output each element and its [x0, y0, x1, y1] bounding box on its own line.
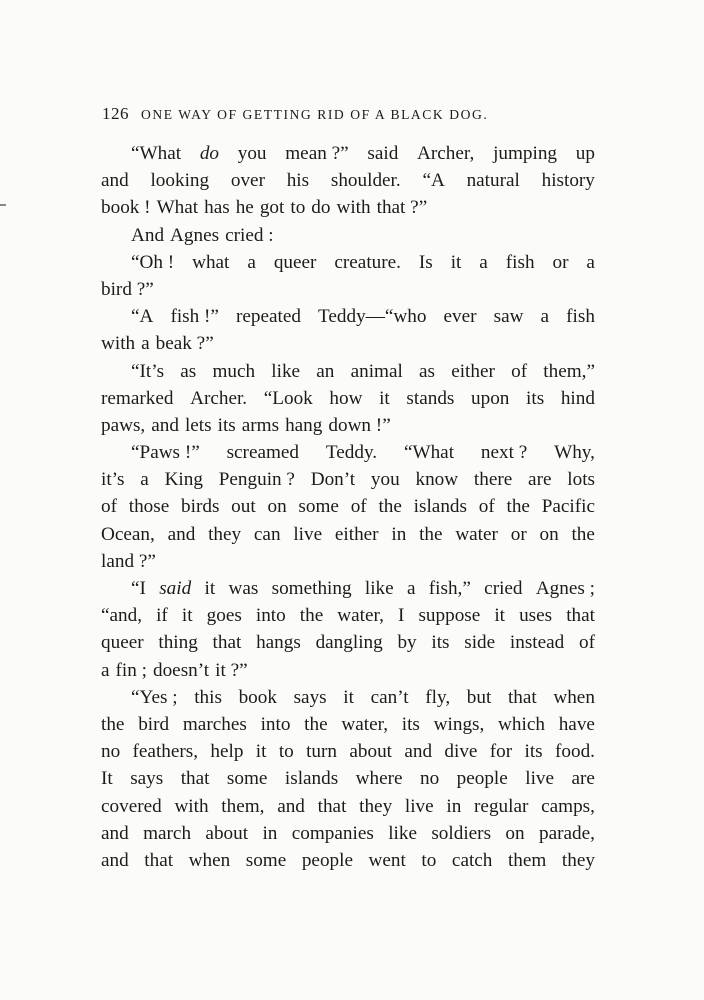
word: that [507, 686, 537, 708]
word: its [217, 414, 236, 436]
word: covered [101, 795, 162, 817]
word: up [575, 143, 595, 164]
word: feathers, [132, 741, 199, 763]
word: over [230, 170, 265, 192]
word: a [406, 578, 416, 599]
word: the [304, 713, 328, 735]
word: remarked [101, 387, 174, 409]
word: when [553, 686, 595, 708]
word: like [271, 360, 301, 382]
word: do [199, 143, 219, 164]
word: water, [341, 713, 389, 735]
word: the [101, 713, 125, 735]
word: parade, [538, 822, 595, 844]
word: “Paws !” [131, 442, 200, 464]
word: “and, [101, 605, 143, 627]
word: regular [474, 795, 529, 817]
word: they [208, 523, 242, 545]
word: there [473, 469, 513, 491]
word: when [188, 849, 231, 871]
text-line [101, 521, 595, 548]
word: saw [493, 306, 524, 328]
word: side [464, 632, 496, 654]
word: with [174, 795, 209, 817]
word: camps, [541, 795, 595, 817]
word: Teddy. [325, 442, 378, 464]
text-line [101, 303, 595, 330]
word: of [478, 496, 495, 518]
word: have [558, 713, 595, 735]
text-line [101, 493, 595, 520]
word: thing [158, 632, 198, 654]
word: food. [555, 741, 595, 763]
word: an [316, 360, 335, 382]
word: if [156, 605, 168, 627]
word: it [181, 605, 193, 627]
word: it [204, 578, 216, 599]
body-text [101, 140, 595, 874]
word: King [164, 469, 203, 491]
word: water, [337, 605, 384, 627]
word: What [156, 197, 199, 219]
text-line [101, 466, 595, 493]
word: creature. [334, 251, 401, 273]
word: that [317, 795, 347, 817]
text-line [101, 820, 595, 847]
word: no [419, 768, 440, 790]
word: goes [206, 605, 242, 627]
word: something [271, 578, 352, 599]
word: and [101, 849, 129, 871]
word: that [212, 632, 242, 654]
text-line [101, 738, 595, 765]
word: screamed [226, 442, 300, 464]
word: on [505, 822, 525, 844]
word: into [255, 605, 286, 627]
text-line [101, 412, 595, 439]
word: a [101, 659, 110, 681]
word: queer [273, 251, 317, 273]
text-line [101, 439, 595, 466]
word: some [226, 768, 268, 790]
word: Agnes [170, 224, 220, 246]
word: book ! [101, 197, 151, 219]
word: the [506, 496, 530, 518]
word: no [101, 741, 121, 763]
word: you [370, 469, 400, 491]
word: in [262, 822, 278, 844]
word: next ? [480, 442, 528, 464]
word: the [419, 523, 443, 545]
word: them, [221, 795, 265, 817]
word: with [101, 333, 136, 355]
word: animal [350, 360, 403, 382]
word: says [293, 686, 327, 708]
word: to [421, 849, 437, 871]
text-line [101, 575, 595, 602]
word: where [355, 768, 403, 790]
word: this [194, 686, 222, 708]
word: cried : [225, 224, 274, 246]
word: and [101, 170, 129, 192]
word: lets [184, 414, 212, 436]
word: Don’t [310, 469, 356, 491]
word: out [231, 496, 256, 518]
word: they [359, 795, 393, 817]
word: in [391, 523, 407, 545]
word: down !” [328, 414, 391, 436]
word: has [204, 197, 230, 219]
word: “It’s [131, 360, 165, 382]
word: was [228, 578, 259, 599]
word: catch [451, 849, 493, 871]
word: soldiers [431, 822, 492, 844]
text-line [101, 684, 595, 711]
text-line [101, 140, 595, 167]
word: says [130, 768, 164, 790]
word: turn [306, 741, 338, 763]
word: can [253, 523, 281, 545]
word: that [180, 768, 210, 790]
word: went [368, 849, 406, 871]
word: but [466, 686, 492, 708]
word: bird ?” [101, 278, 154, 300]
word: live [525, 768, 555, 790]
word: it [255, 741, 267, 763]
word: birds [181, 496, 220, 518]
text-line [101, 793, 595, 820]
word: as [180, 360, 197, 382]
word: queer [101, 632, 144, 654]
word: do [311, 197, 331, 219]
word: the [299, 605, 324, 627]
word: they [561, 849, 595, 871]
word: dangling [315, 632, 383, 654]
word: it [450, 251, 462, 273]
word: live [404, 795, 434, 817]
word: of [511, 360, 528, 382]
word: mean ?” [285, 143, 349, 164]
word: are [528, 469, 552, 491]
word: “Look [263, 387, 313, 409]
word: live [293, 523, 323, 545]
word: Pacific [541, 496, 595, 518]
word: paws, [101, 414, 146, 436]
word: its [524, 741, 543, 763]
word: into [260, 713, 291, 735]
text-line [101, 847, 595, 874]
word: in [446, 795, 462, 817]
word: doesn’t [152, 659, 210, 681]
word: hind [560, 387, 595, 409]
word: uses [519, 605, 553, 627]
word: lots [567, 469, 595, 491]
word: fin ; [115, 659, 147, 681]
word: some [245, 849, 287, 871]
word: that [144, 849, 174, 871]
word: got [259, 197, 285, 219]
text-line [101, 711, 595, 738]
word: which [498, 713, 545, 735]
word: that [566, 605, 595, 627]
word: land ?” [101, 550, 156, 572]
word: hang [285, 414, 323, 436]
text-line [101, 358, 595, 385]
word: either [451, 360, 495, 382]
word: Archer. [190, 387, 248, 409]
word: those [128, 496, 170, 518]
word: a [140, 469, 149, 491]
word: repeated [235, 306, 301, 328]
word: jumping [493, 143, 558, 164]
word: of [579, 632, 595, 654]
word: “What [131, 143, 182, 164]
word: shoulder. [330, 170, 401, 192]
word: for [489, 741, 513, 763]
word: Teddy—“who [318, 306, 427, 328]
word: its [526, 387, 545, 409]
word: know [415, 469, 459, 491]
word: like [388, 822, 417, 844]
word: of [350, 496, 367, 518]
word: or [510, 523, 527, 545]
word: ever [443, 306, 477, 328]
running-head: ONE WAY OF GETTING RID OF A BLACK DOG. [141, 107, 489, 122]
word: fish [566, 306, 595, 328]
text-line [101, 194, 595, 221]
word: Penguin ? [218, 469, 295, 491]
word: the [571, 523, 595, 545]
word: what [192, 251, 230, 273]
word: arms [241, 414, 280, 436]
word: upon [471, 387, 510, 409]
word: of [101, 496, 117, 518]
word: he [235, 197, 254, 219]
word: its [431, 632, 450, 654]
word: hangs [256, 632, 301, 654]
word: people [301, 849, 353, 871]
word: fish,” [428, 578, 471, 599]
page-number: 126 [102, 104, 129, 123]
word: Archer, [417, 143, 475, 164]
word: And [131, 224, 165, 246]
word: a [540, 306, 550, 328]
text-line [101, 548, 595, 575]
word: it [343, 686, 354, 708]
word: history [541, 170, 595, 192]
word: about [205, 822, 249, 844]
text-line [101, 330, 595, 357]
word: you [237, 143, 267, 164]
word: as [419, 360, 435, 382]
word: or [552, 251, 569, 273]
word: about [349, 741, 392, 763]
word: them [507, 849, 547, 871]
word: people [456, 768, 508, 790]
word: said [367, 143, 399, 164]
word: water [455, 523, 498, 545]
word: and [167, 523, 196, 545]
text-line [101, 276, 595, 303]
word: book [238, 686, 277, 708]
word: “A [131, 306, 154, 328]
word: stands [406, 387, 455, 409]
word: cried [484, 578, 523, 599]
text-line [101, 602, 595, 629]
word: islands [413, 496, 467, 518]
text-line [101, 385, 595, 412]
word: marches [182, 713, 247, 735]
word: dive [444, 741, 478, 763]
word: and [404, 741, 433, 763]
text-line [101, 167, 595, 194]
word: Ocean, [101, 523, 155, 545]
word: help [210, 741, 244, 763]
word: and [277, 795, 305, 817]
word: fish [505, 251, 535, 273]
text-line [101, 765, 595, 792]
margin-mark [0, 204, 6, 206]
word: to [290, 197, 306, 219]
word: companies [291, 822, 374, 844]
word: a [586, 251, 595, 273]
word: a [479, 251, 488, 273]
word: “Oh ! [131, 251, 175, 273]
word: and [101, 822, 129, 844]
word: are [571, 768, 595, 790]
word: It [101, 768, 113, 790]
word: “I [131, 578, 146, 599]
word: a [247, 251, 256, 273]
word: I [398, 605, 405, 627]
word: to [278, 741, 294, 763]
text-line [101, 657, 595, 684]
word: it’s [101, 469, 125, 491]
word: wings, [433, 713, 485, 735]
word: said [159, 578, 192, 599]
page-header [102, 104, 578, 126]
word: it ?” [215, 659, 248, 681]
word: “A [422, 170, 445, 192]
word: like [364, 578, 394, 599]
word: beak ?” [155, 333, 214, 355]
word: it [379, 387, 390, 409]
word: much [212, 360, 256, 382]
word: by [397, 632, 417, 654]
word: that ?” [376, 197, 428, 219]
word: suppose [418, 605, 481, 627]
word: looking [150, 170, 210, 192]
word: Agnes ; [535, 578, 595, 599]
word: “What [403, 442, 455, 464]
text-line [101, 222, 595, 249]
word: march [143, 822, 192, 844]
word: fly, [425, 686, 451, 708]
word: natural [466, 170, 520, 192]
word: them,” [543, 360, 595, 382]
word: how [329, 387, 363, 409]
word: a [141, 333, 150, 355]
word: the [378, 496, 402, 518]
word: on [267, 496, 287, 518]
word: fish !” [170, 306, 219, 328]
word: either [334, 523, 379, 545]
word: bird [138, 713, 170, 735]
word: with [336, 197, 371, 219]
word: instead [509, 632, 565, 654]
word: islands [284, 768, 339, 790]
word: can’t [370, 686, 409, 708]
word: it [494, 605, 506, 627]
word: his [286, 170, 310, 192]
word: Why, [554, 442, 595, 464]
text-line [101, 249, 595, 276]
word: on [539, 523, 559, 545]
word: “Yes ; [131, 686, 178, 708]
word: Is [418, 251, 433, 273]
text-line [101, 629, 595, 656]
word: some [298, 496, 339, 518]
word: and [151, 414, 179, 436]
word: its [401, 713, 420, 735]
